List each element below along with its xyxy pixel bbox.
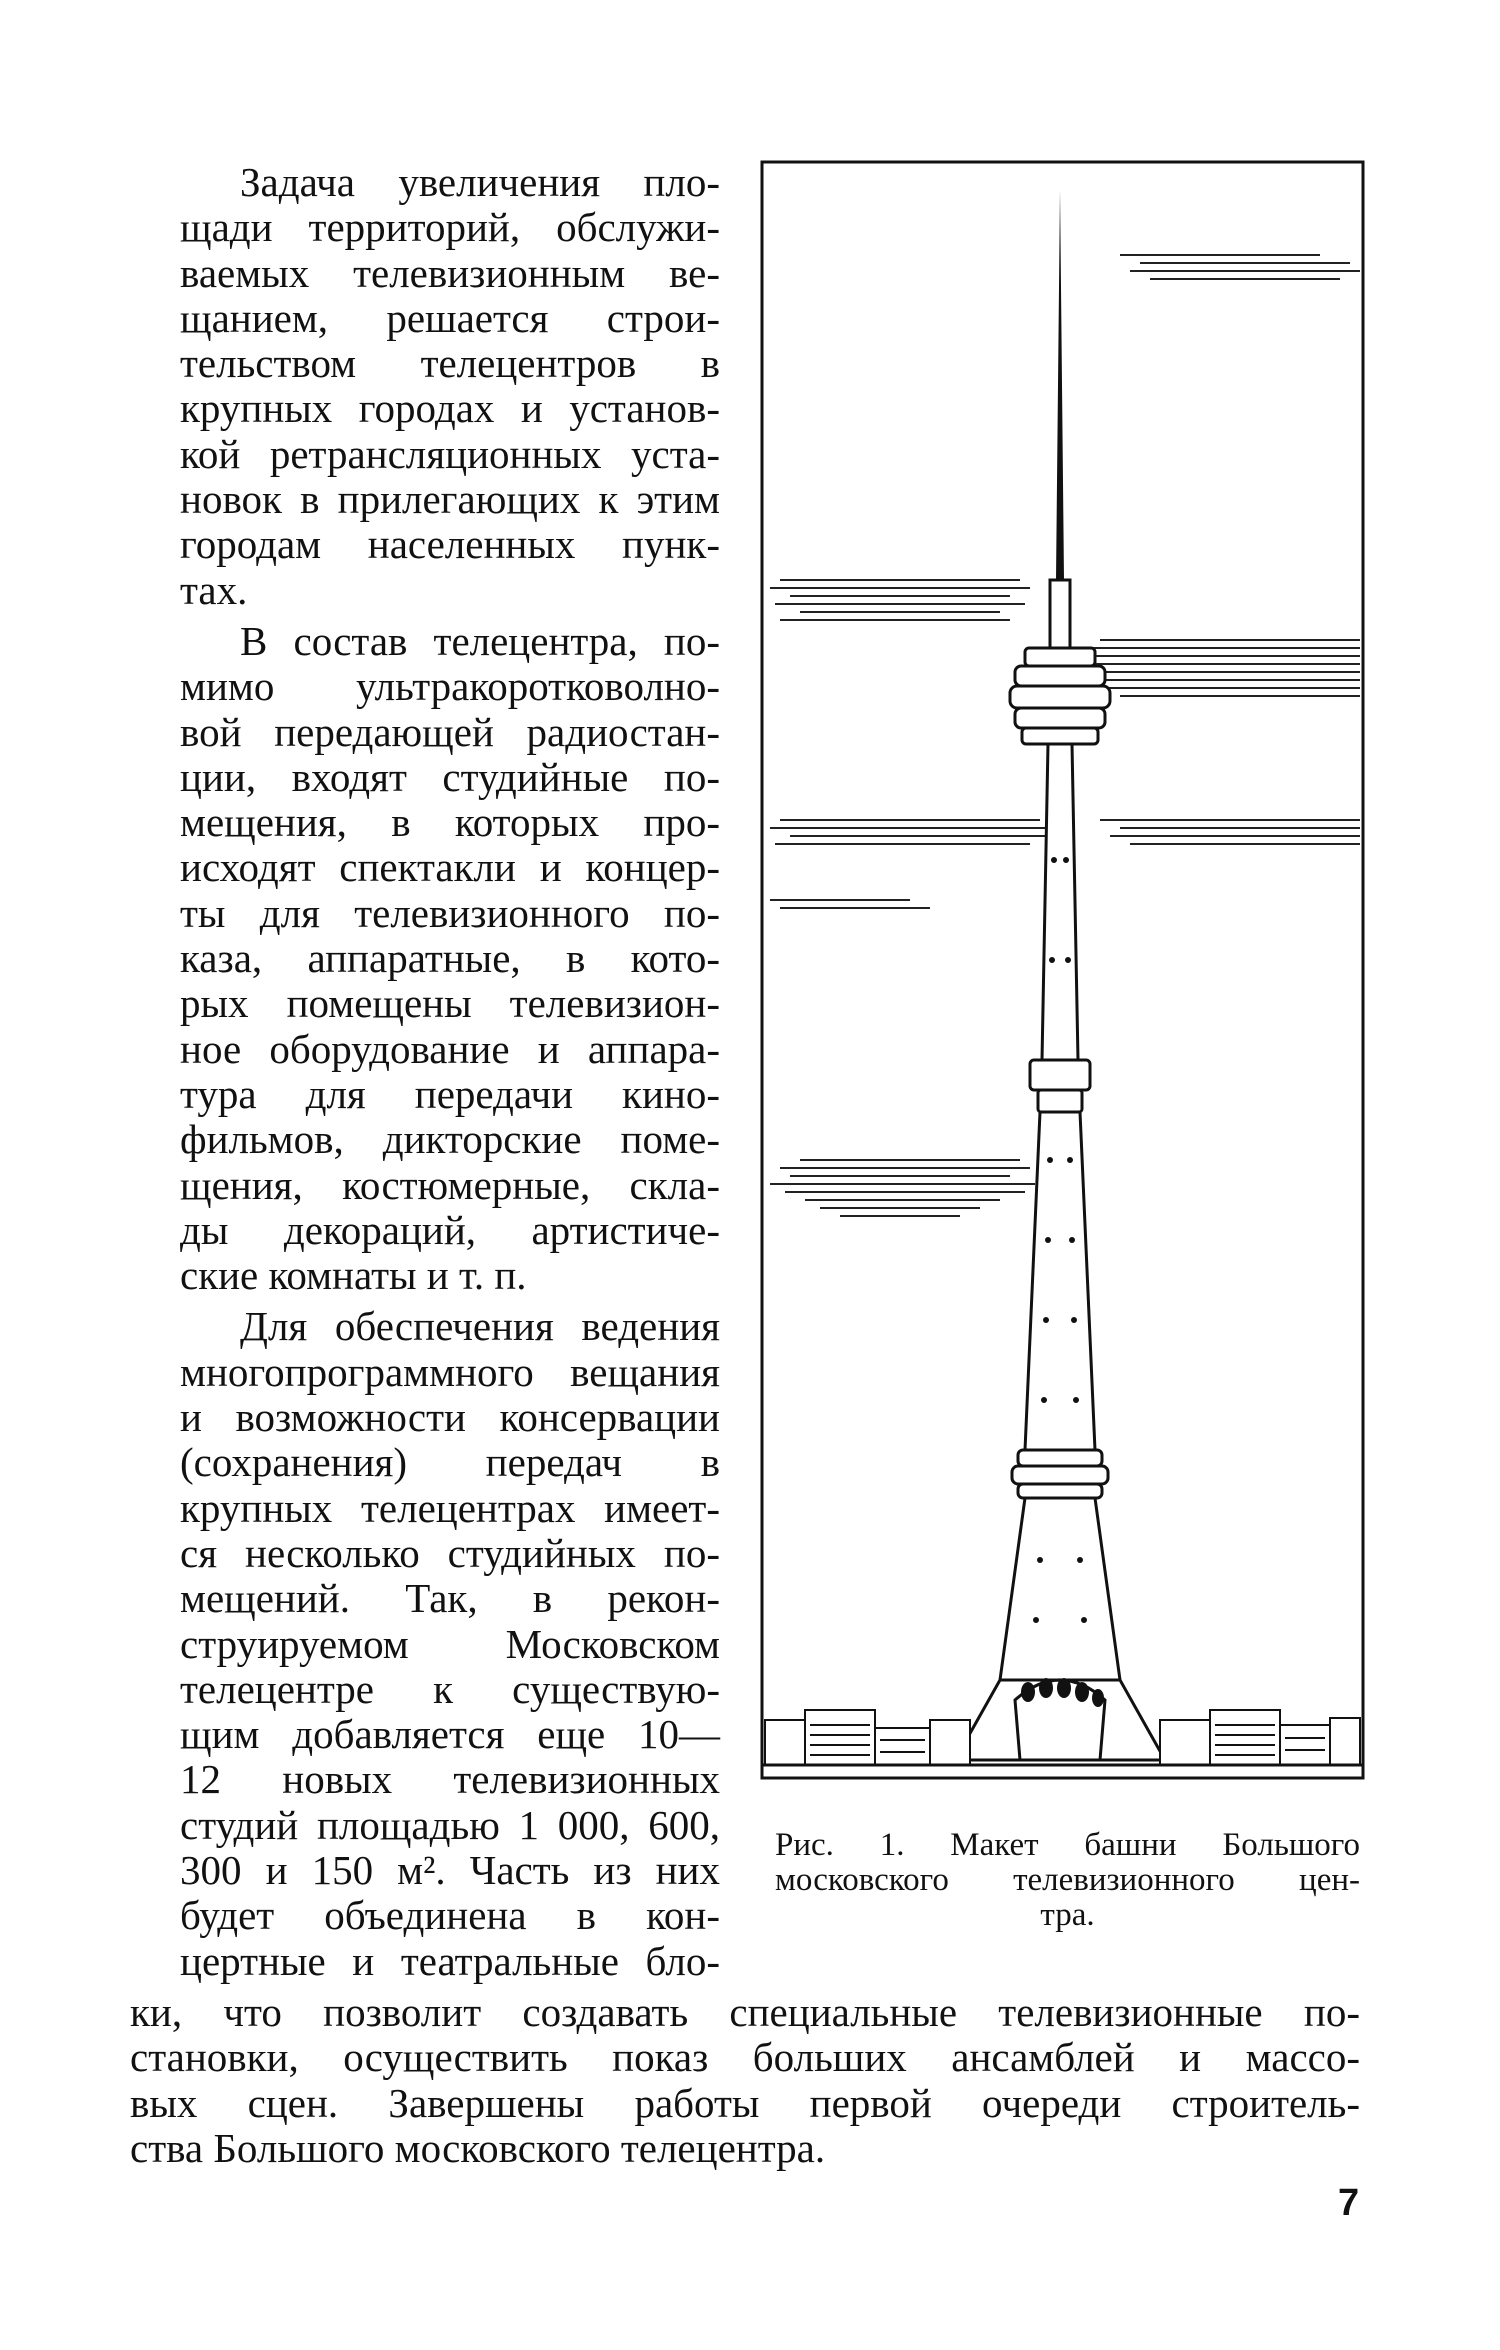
upper-mast — [1050, 580, 1070, 650]
text-line: ся несколько студийных по- — [180, 1529, 720, 1576]
text-line: 300 и 150 м². Часть из них — [180, 1846, 720, 1893]
text-line: (сохранения) передач в — [180, 1439, 720, 1486]
text-line: ваемых телевизионным ве- — [180, 249, 720, 296]
lower-shaft — [1025, 1112, 1095, 1450]
text-line: щения, костюмерные, скла- — [180, 1161, 720, 1208]
upper-shaft — [1042, 744, 1078, 1060]
text-line: крупных телецентрах имеет- — [180, 1484, 720, 1531]
text-line: становки, осуществить показ больших ансамблей и массо- — [130, 2034, 1360, 2081]
page-number: 7 — [1338, 2182, 1360, 2224]
text-line: мещения, в которых про- — [180, 799, 720, 846]
text-line: щанием, решается строи- — [180, 294, 720, 341]
figure-caption — [775, 1828, 1360, 1933]
text-line: тельством телецентров в — [180, 340, 720, 387]
caption-line: Рис. 1. Макет башни Большого — [775, 1827, 1360, 1863]
caption-line: тра. — [1040, 1897, 1095, 1933]
full-width-text — [130, 1990, 1360, 2171]
text-line: тах. — [180, 566, 248, 613]
text-line: вой передающей радиостан- — [180, 708, 720, 755]
text-line: будет объединена в кон- — [180, 1892, 720, 1939]
text-column — [180, 160, 720, 1984]
middle-ring — [1030, 1060, 1090, 1112]
text-line: вых сцен. Завершены работы первой очереди строитель- — [130, 2079, 1360, 2126]
text-line: мимо ультракоротковолно- — [180, 663, 720, 710]
lower-rings — [1012, 1450, 1108, 1498]
text-line: студий площадью 1 000, 600, — [180, 1801, 720, 1848]
text-line: рых помещены телевизион- — [180, 980, 720, 1027]
text-line: кой ретрансляционных уста- — [180, 430, 720, 477]
upper-pod — [1010, 648, 1110, 744]
text-line: и возможности консервации — [180, 1394, 720, 1441]
text-line: тура для передачи кино- — [180, 1070, 720, 1117]
text-line: фильмов, дикторские поме- — [180, 1116, 720, 1163]
text-line: 12 новых телевизионных — [180, 1756, 720, 1803]
text-line: щим добавляется еще 10— — [180, 1711, 720, 1758]
text-line: ты для телевизионного по- — [180, 889, 720, 936]
text-line: телецентре к существую- — [180, 1665, 720, 1712]
text-line: щади территорий, обслужи- — [180, 204, 720, 251]
tower-illustration — [760, 160, 1365, 1780]
text-line: каза, аппаратные, в кото- — [180, 935, 720, 982]
text-line: городам населенных пунк- — [180, 521, 720, 568]
text-line: струируемом Московском — [180, 1620, 720, 1667]
text-line: В состав телецентра, по- — [240, 617, 720, 664]
tower-figure — [760, 160, 1365, 1780]
text-line: ства Большого московского телецентра. — [130, 2124, 826, 2171]
caption-line: московского телевизионного цен- — [775, 1862, 1360, 1898]
text-line: мещений. Так, в рекон- — [180, 1575, 720, 1622]
text-line: крупных городах и установ- — [180, 385, 720, 432]
tower-spire — [1056, 190, 1064, 580]
text-line: цертные и театральные бло- — [180, 1937, 720, 1984]
text-line: ное оборудование и аппара- — [180, 1025, 720, 1072]
text-line: ции, входят студийные по- — [180, 753, 720, 800]
text-line: ды декораций, артистиче- — [180, 1206, 720, 1253]
text-line: ские комнаты и т. п. — [180, 1252, 527, 1299]
text-line: Для обеспечения ведения — [240, 1303, 720, 1350]
text-line: ки, что позволит создавать специальные телевизионные по- — [130, 1989, 1360, 2035]
text-line: новок в прилегающих к этим — [180, 476, 720, 523]
text-line: исходят спектакли и концер- — [180, 844, 720, 891]
text-line: многопрограммного вещания — [180, 1348, 720, 1395]
base-shaft — [1000, 1498, 1120, 1680]
text-line: Задача увеличения пло- — [240, 159, 720, 205]
